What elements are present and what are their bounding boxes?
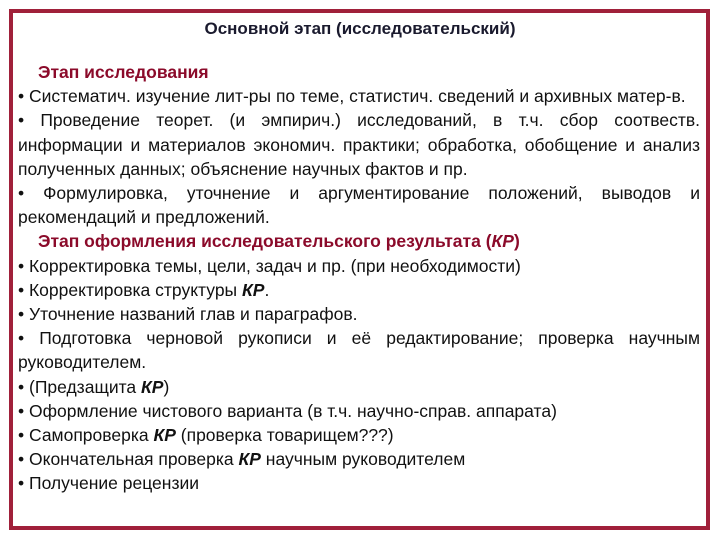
list-item: • Оформление чистового варианта (в т.ч. научно-справ. аппарата) bbox=[18, 400, 557, 421]
slide-title: Основной этап (исследовательский) bbox=[204, 19, 516, 38]
section-heading-research: Этап исследования bbox=[38, 62, 209, 82]
item-text: • Самопроверка bbox=[18, 425, 154, 446]
item-text: • (Предзащита bbox=[18, 376, 142, 397]
item-text: . bbox=[264, 279, 270, 300]
list-item: • Получение рецензии bbox=[18, 473, 200, 494]
list-item: • Формулировка, уточнение и аргументирование положений, выводов и рекомендаций и предложений. bbox=[18, 183, 700, 228]
item-text: (проверка товарищем???) bbox=[175, 425, 394, 446]
kr-abbrev: КР bbox=[491, 231, 514, 252]
list-item bbox=[18, 375, 700, 399]
kr-abbrev: КР bbox=[242, 279, 265, 300]
item-text: ) bbox=[163, 376, 170, 397]
kr-abbrev: КР bbox=[153, 425, 176, 446]
item-text: научным руководителем bbox=[260, 449, 466, 470]
list-item bbox=[18, 278, 700, 302]
section-heading-formatting bbox=[18, 229, 700, 253]
list-item bbox=[18, 447, 700, 471]
list-item: • Систематич. изучение лит-ры по теме, статистич. сведений и архивных матер-в. bbox=[18, 86, 686, 107]
heading-close: ) bbox=[513, 231, 520, 252]
list-item: • Корректировка темы, цели, задач и пр. (при необходимости) bbox=[18, 255, 521, 276]
item-text: • Окончательная проверка bbox=[18, 449, 239, 470]
list-item: • Уточнение названий глав и параграфов. bbox=[18, 304, 358, 325]
list-item: • Подготовка черновой рукописи и её редактирование; проверка научным руководителем. bbox=[18, 328, 700, 373]
slide-content bbox=[18, 60, 700, 496]
kr-abbrev: КР bbox=[141, 376, 164, 397]
heading-text: Этап оформления исследовательского результата ( bbox=[38, 231, 492, 252]
list-item: • Проведение теорет. (и эмпирич.) исследований, в т.ч. сбор соотвеств. информации и материалов экономич. практики; обработка, обобщение и анализ полученных данных; объяснение научных фактов и пр. bbox=[18, 110, 700, 179]
kr-abbrev: КР bbox=[238, 449, 261, 470]
item-text: • Корректировка структуры bbox=[18, 279, 242, 300]
list-item bbox=[18, 423, 700, 447]
